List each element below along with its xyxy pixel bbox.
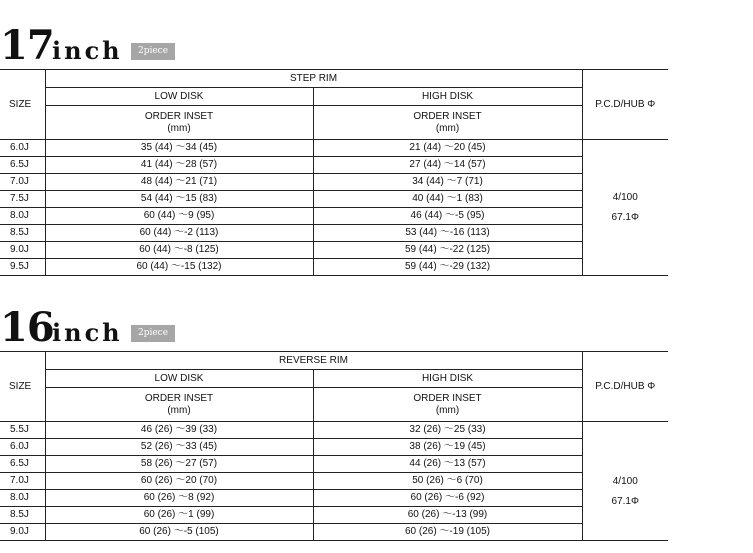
size-header: SIZE (0, 352, 45, 422)
pcd-hub-value (582, 422, 668, 541)
high-order-inset-header (313, 388, 582, 422)
row-high-disk: 59 (44) ～-22 (125) (313, 242, 582, 259)
row-low-disk: 35 (44) ～34 (45) (45, 140, 313, 157)
row-high-disk: 60 (26) ～-19 (105) (313, 524, 582, 541)
row-low-disk: 46 (26) ～39 (33) (45, 422, 313, 439)
high-disk-header: HIGH DISK (313, 88, 582, 106)
low-order-inset-header (45, 388, 313, 422)
row-low-disk: 58 (26) ～27 (57) (45, 456, 313, 473)
row-high-disk: 21 (44) ～20 (45) (313, 140, 582, 157)
unit-label: (mm) (167, 122, 191, 134)
row-high-disk: 27 (44) ～14 (57) (313, 157, 582, 174)
row-high-disk: 53 (44) ～-16 (113) (313, 225, 582, 242)
pcd-hub-header: P.C.D/HUB Φ (582, 352, 668, 422)
size-header: SIZE (0, 70, 45, 140)
unit-label: (mm) (435, 122, 460, 134)
row-low-disk: 48 (44) ～21 (71) (45, 174, 313, 191)
row-low-disk: 52 (26) ～33 (45) (45, 439, 313, 456)
row-size: 5.5J (0, 422, 45, 439)
size-unit: inch (52, 318, 123, 347)
row-size: 8.0J (0, 490, 45, 507)
pcd-hub-header: P.C.D/HUB Φ (582, 70, 668, 140)
row-size: 6.5J (0, 456, 45, 473)
row-size: 8.5J (0, 225, 45, 242)
row-size: 9.5J (0, 259, 45, 276)
inset-table (0, 69, 668, 276)
row-low-disk: 60 (44) ～-2 (113) (45, 225, 313, 242)
row-size: 7.5J (0, 191, 45, 208)
row-low-disk: 60 (26) ～8 (92) (45, 490, 313, 507)
row-size: 6.0J (0, 439, 45, 456)
row-high-disk: 38 (26) ～19 (45) (313, 439, 582, 456)
row-high-disk: 44 (26) ～13 (57) (313, 456, 582, 473)
rim-type-header: STEP RIM (45, 70, 582, 88)
inset-table (0, 351, 668, 541)
unit-label: (mm) (435, 404, 460, 416)
row-high-disk: 32 (26) ～25 (33) (313, 422, 582, 439)
row-low-disk: 54 (44) ～15 (83) (45, 191, 313, 208)
piece-badge: 2piece (131, 43, 175, 60)
row-high-disk: 34 (44) ～7 (71) (313, 174, 582, 191)
row-low-disk: 60 (26) ～20 (70) (45, 473, 313, 490)
row-size: 8.0J (0, 208, 45, 225)
size-unit: inch (52, 36, 123, 65)
row-low-disk: 60 (44) ～-8 (125) (45, 242, 313, 259)
row-low-disk: 60 (26) ～1 (99) (45, 507, 313, 524)
piece-badge: 2piece (131, 325, 175, 342)
rim-type-header: REVERSE RIM (45, 352, 582, 370)
low-disk-header: LOW DISK (45, 88, 313, 106)
row-high-disk: 50 (26) ～6 (70) (313, 473, 582, 490)
unit-label: (mm) (167, 404, 191, 416)
row-size: 7.0J (0, 174, 45, 191)
hub-value: 67.1Φ (611, 211, 639, 223)
row-size: 9.0J (0, 524, 45, 541)
order-inset-label: ORDER INSET (413, 110, 482, 122)
row-size: 7.0J (0, 473, 45, 490)
row-high-disk: 60 (26) ～-6 (92) (313, 490, 582, 507)
pcd-value: 4/100 (612, 476, 638, 487)
row-size: 6.5J (0, 157, 45, 174)
row-high-disk: 60 (26) ～-13 (99) (313, 507, 582, 524)
row-high-disk: 46 (44) ～-5 (95) (313, 208, 582, 225)
low-disk-header: LOW DISK (45, 370, 313, 388)
row-high-disk: 40 (44) ～1 (83) (313, 191, 582, 208)
row-low-disk: 60 (44) ～9 (95) (45, 208, 313, 225)
row-size: 8.5J (0, 507, 45, 524)
high-order-inset-header (313, 106, 582, 140)
row-low-disk: 41 (44) ～28 (57) (45, 157, 313, 174)
high-disk-header: HIGH DISK (313, 370, 582, 388)
size-number: 17 (0, 22, 54, 69)
row-low-disk: 60 (44) ～-15 (132) (45, 259, 313, 276)
row-high-disk: 59 (44) ～-29 (132) (313, 259, 582, 276)
row-size: 9.0J (0, 242, 45, 259)
order-inset-label: ORDER INSET (144, 392, 214, 404)
size-number: 16 (0, 304, 54, 351)
low-order-inset-header (45, 106, 313, 140)
pcd-value: 4/100 (612, 191, 638, 203)
pcd-hub-value (582, 140, 668, 276)
row-size: 6.0J (0, 140, 45, 157)
hub-value: 67.1Φ (611, 496, 639, 507)
order-inset-label: ORDER INSET (144, 110, 214, 122)
order-inset-label: ORDER INSET (413, 392, 482, 404)
row-low-disk: 60 (26) ～-5 (105) (45, 524, 313, 541)
